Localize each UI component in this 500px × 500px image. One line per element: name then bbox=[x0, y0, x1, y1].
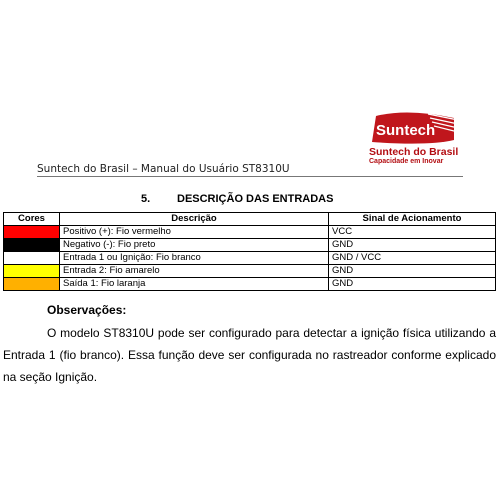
running-title: Suntech do Brasil – Manual do Usuário ST8310U bbox=[37, 163, 290, 175]
header-cores: Cores bbox=[4, 213, 60, 226]
description-cell: Negativo (-): Fio preto bbox=[60, 239, 329, 252]
color-swatch bbox=[4, 226, 60, 239]
description-cell: Saída 1: Fio laranja bbox=[60, 278, 329, 291]
inputs-table bbox=[3, 212, 496, 291]
color-swatch bbox=[4, 265, 60, 278]
signal-cell: GND bbox=[329, 239, 496, 252]
header-sinal: Sinal de Acionamento bbox=[329, 213, 496, 226]
table-row bbox=[4, 252, 496, 265]
description-cell: Positivo (+): Fio vermelho bbox=[60, 226, 329, 239]
table-row bbox=[4, 239, 496, 252]
logo-tagline: Capacidade em Inovar bbox=[369, 158, 444, 165]
table-row bbox=[4, 265, 496, 278]
signal-cell: GND bbox=[329, 265, 496, 278]
logo-brand: Suntech bbox=[376, 122, 436, 139]
color-swatch bbox=[4, 278, 60, 291]
logo-subtitle-block bbox=[369, 147, 463, 166]
header-divider bbox=[37, 176, 463, 177]
signal-cell: GND / VCC bbox=[329, 252, 496, 265]
section-number: 5. bbox=[141, 193, 151, 205]
table-header-row bbox=[4, 213, 496, 226]
table-row bbox=[4, 278, 496, 291]
section-title: DESCRIÇÃO DAS ENTRADAS bbox=[177, 193, 334, 205]
description-cell: Entrada 2: Fio amarelo bbox=[60, 265, 329, 278]
description-cell: Entrada 1 ou Ignição: Fio branco bbox=[60, 252, 329, 265]
observations-title: Observações: bbox=[47, 303, 127, 317]
signal-cell: VCC bbox=[329, 226, 496, 239]
observations-text: O modelo ST8310U pode ser configurado para detectar a ignição física utilizando a Entrada 1 (fio branco). Essa função deve ser configurada no rastreador conforme explicado na seção Ignição. bbox=[3, 326, 496, 384]
color-swatch bbox=[4, 252, 60, 265]
logo-subtitle: Suntech do Brasil bbox=[369, 146, 459, 158]
signal-cell: GND bbox=[329, 278, 496, 291]
header-descricao: Descrição bbox=[60, 213, 329, 226]
table-row bbox=[4, 226, 496, 239]
color-swatch bbox=[4, 239, 60, 252]
suntech-logo-mark bbox=[368, 110, 460, 150]
